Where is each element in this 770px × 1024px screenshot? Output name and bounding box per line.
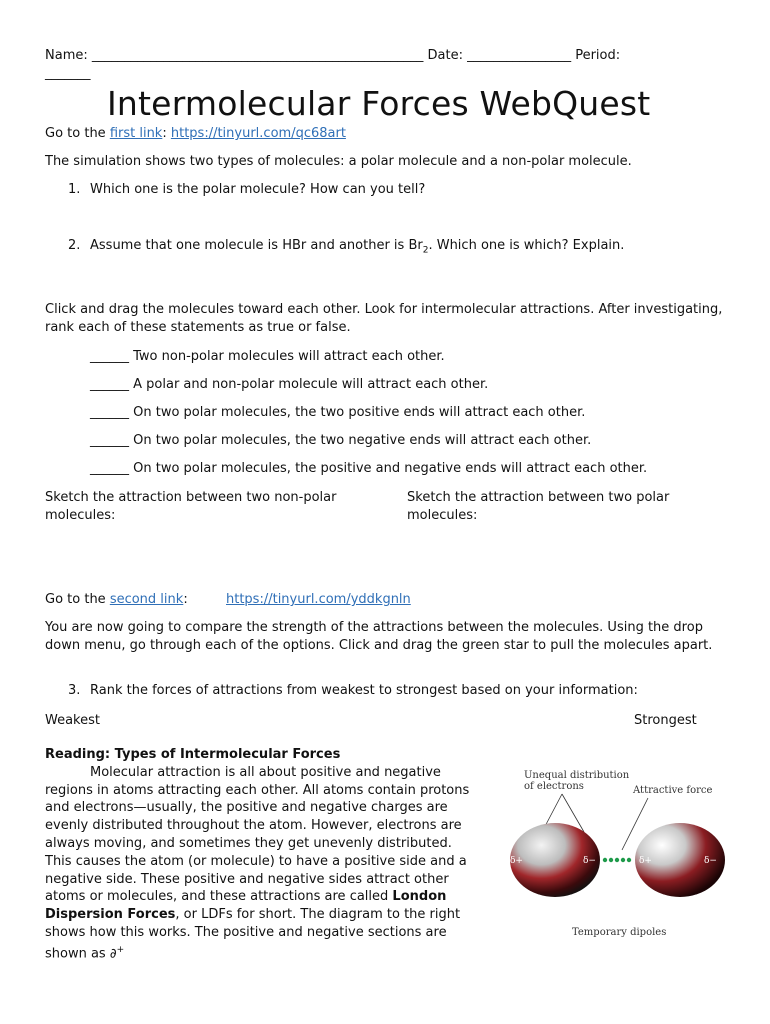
sketch-polar-line-2: molecules: <box>407 508 478 523</box>
name-date-period-line: Name: ___________________________________________________ Date: ________________ Period: <box>45 48 621 63</box>
reading-heading: Reading: Types of Intermolecular Forces <box>45 747 341 762</box>
temporary-dipoles-diagram <box>500 762 740 952</box>
second-link-colon: : <box>183 592 188 607</box>
statement-4: ______ On two polar molecules, the two negative ends will attract each other. <box>90 433 592 448</box>
question-2-number: 2. <box>68 238 81 253</box>
reading-body <box>45 764 475 963</box>
sketch-nonpolar-line-1: Sketch the attraction between two non-polar <box>45 490 337 505</box>
strongest-label: Strongest <box>634 713 697 728</box>
second-link[interactable]: second link <box>109 592 184 607</box>
question-2-text-before: Assume that one molecule is HBr and another is Br <box>90 238 423 253</box>
reading-superscript: + <box>116 944 125 955</box>
weakest-label: Weakest <box>45 713 100 728</box>
question-3-number: 3. <box>68 683 81 698</box>
question-2-text-after: . Which one is which? Explain. <box>428 238 625 253</box>
second-link-url[interactable]: https://tinyurl.com/yddkgnln <box>226 592 411 607</box>
question-1-text: Which one is the polar molecule? How can you tell? <box>90 182 426 197</box>
second-link-line <box>45 591 188 608</box>
question-3-text: Rank the forces of attractions from weakest to strongest based on your information: <box>90 683 638 698</box>
diagram-caption: Temporary dipoles <box>572 927 667 938</box>
statement-1: ______ Two non-polar molecules will attract each other. <box>90 349 445 364</box>
simulation-intro: The simulation shows two types of molecules: a polar molecule and a non-polar molecule. <box>45 154 632 169</box>
second-link-prefix: Go to the <box>45 592 110 607</box>
first-link-colon: : <box>162 126 171 141</box>
question-2-subscript: 2 <box>422 245 429 256</box>
first-link-url[interactable]: https://tinyurl.com/qc68art <box>170 126 346 141</box>
statement-5: ______ On two polar molecules, the positive and negative ends will attract each other. <box>90 461 648 476</box>
compare-paragraph: You are now going to compare the strength of the attractions between the molecules. Using the drop down menu, go through each of the options. Click and drag the green star to pull the molecules apart. <box>45 620 713 653</box>
left-delta-plus: δ+ <box>510 856 523 866</box>
unequal-label-1: Unequal distribution <box>524 770 630 781</box>
first-link[interactable]: first link <box>109 126 163 141</box>
reading-section <box>45 746 475 963</box>
reading-body-before: Molecular attraction is all about positive and negative regions in atoms attracting each other. All atoms contain protons and electrons—usually, the positive and negative charges are evenly distributed throughout the atom. However, electrons are always moving, and sometimes they get unevenly distributed. This causes the atom (or molecule) to have a positive side and a negative side. These positive and negative sides attract other atoms or molecules, and these attractions are called <box>45 764 470 905</box>
dipole-illustration <box>500 762 740 952</box>
sketch-polar-line-1: Sketch the attraction between two polar <box>407 490 670 505</box>
statement-2: ______ A polar and non-polar molecule will attract each other. <box>90 377 489 392</box>
first-link-line <box>45 125 346 142</box>
statement-3: ______ On two polar molecules, the two positive ends will attract each other. <box>90 405 586 420</box>
page-title: Intermolecular Forces WebQuest <box>107 84 651 123</box>
attraction-dots <box>603 858 631 862</box>
first-link-prefix: Go to the <box>45 126 110 141</box>
right-delta-plus: δ+ <box>639 856 652 866</box>
question-1-number: 1. <box>68 182 81 197</box>
attractive-force-label: Attractive force <box>633 785 713 796</box>
reading-body-after: , or LDFs for short. The diagram to the right shows how this works. The positive and negative sections are shown as ∂ <box>45 907 461 962</box>
unequal-label-2: of electrons <box>524 781 584 792</box>
second-link-url-wrap <box>226 591 411 608</box>
reading-bold-term: London Dispersion Forces <box>45 889 447 923</box>
left-delta-minus: δ− <box>583 856 596 866</box>
drag-instructions: Click and drag the molecules toward each other. Look for intermolecular attractions. After investigating, rank each of these statements as true or false. <box>45 302 723 335</box>
sketch-nonpolar-line-2: molecules: <box>45 508 116 523</box>
period-blank: _______ <box>45 66 91 81</box>
right-delta-minus: δ− <box>704 856 717 866</box>
question-2-text <box>90 237 624 260</box>
